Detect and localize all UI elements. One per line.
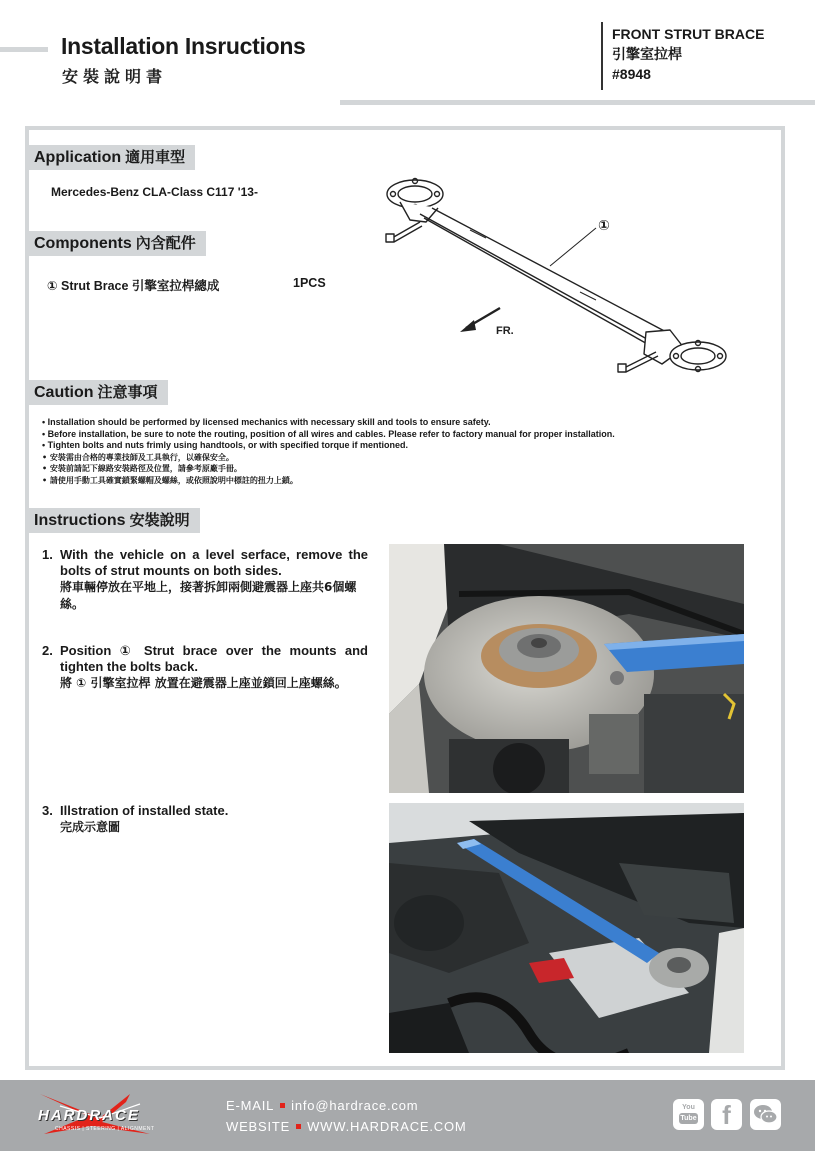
- youtube-text: You: [682, 1104, 695, 1111]
- step-text-zh: 將 ① 引擎室拉桿 放置在避震器上座並鎖回上座螺絲。: [60, 676, 347, 690]
- front-direction-arrow: [460, 308, 500, 332]
- right-mount-plate: [644, 330, 726, 372]
- caution-heading-zh: 注意事項: [97, 383, 158, 401]
- front-direction-label: FR.: [496, 325, 514, 337]
- step-number: 1.: [42, 547, 53, 562]
- email-bullet: [280, 1103, 285, 1108]
- step-text-en: With the vehicle on a level serface, remove the bolts of strut mounts on both sides.: [60, 547, 368, 578]
- part-number: #8948: [612, 66, 651, 82]
- application-heading-zh: 適用車型: [125, 148, 186, 166]
- strut-brace-diagram: [380, 172, 740, 382]
- caution-item: • 安裝前請記下線路安裝路徑及位置，請參考原廠手冊。: [42, 463, 615, 475]
- photo-installed-illustration: [389, 803, 744, 1053]
- components-heading-zh: 內含配件: [135, 234, 196, 252]
- instructions-heading-zh: 安裝說明: [129, 511, 190, 529]
- left-mount-plate: [387, 179, 443, 223]
- caution-item: • 請使用手動工具確實鎖緊螺帽及螺絲，或依照說明中標註的扭力上鎖。: [42, 475, 615, 487]
- header-rule-right: [340, 100, 815, 105]
- photo-installed-state: [389, 803, 744, 1053]
- components-heading: [29, 231, 206, 256]
- brand-wordmark: HARDRACE: [38, 1107, 140, 1124]
- youtube-text-2: Tube: [680, 1115, 697, 1122]
- caution-heading: [29, 380, 168, 405]
- brand-tagline: CHASSIS | STEERING | ALIGNMENT: [55, 1126, 155, 1132]
- photo-strut-mount: [389, 544, 744, 793]
- caution-item: • Installation should be performed by licensed mechanics with necessary skill and tools to ensure safety.: [42, 417, 615, 429]
- step-text-en: Illstration of installed state.: [60, 803, 229, 818]
- email-label: E-MAIL: [226, 1098, 275, 1113]
- instructions-heading: [29, 508, 200, 533]
- wechat-icon[interactable]: [750, 1099, 781, 1130]
- caution-heading-en: Caution: [34, 384, 94, 401]
- facebook-icon[interactable]: [711, 1099, 742, 1130]
- youtube-icon[interactable]: [673, 1099, 704, 1130]
- product-info: [612, 24, 764, 84]
- header-divider: [601, 22, 603, 90]
- application-heading: [29, 145, 195, 170]
- instruction-step-2: [42, 643, 368, 692]
- diagram-callout: ①: [598, 218, 610, 234]
- facebook-glyph: f: [722, 1100, 731, 1130]
- email-link[interactable]: info@hardrace.com: [291, 1098, 419, 1113]
- caution-item: • 安裝需由合格的專業技師及工具執行，以確保安全。: [42, 452, 615, 464]
- left-bolt: [386, 222, 422, 242]
- page-title: Installation Insructions: [61, 33, 306, 59]
- application-heading-en: Application: [34, 149, 122, 166]
- footer-website: [226, 1119, 467, 1134]
- product-name-zh: 引擎室拉桿: [612, 46, 682, 62]
- step-text-zh: 完成示意圖: [60, 820, 121, 834]
- instruction-step-1: [42, 547, 368, 613]
- caution-item: • Tighten bolts and nuts frimly using handtools, or with specified torque if mentioned.: [42, 440, 615, 452]
- website-bullet: [296, 1124, 301, 1129]
- footer-email: [226, 1098, 418, 1113]
- caution-list: [42, 417, 615, 486]
- website-label: WEBSITE: [226, 1119, 291, 1134]
- step-number: 2.: [42, 643, 53, 658]
- component-item-label: ① Strut Brace 引擎室拉桿總成: [47, 279, 220, 293]
- product-name: FRONT STRUT BRACE: [612, 26, 765, 42]
- callout-leader: [550, 228, 596, 266]
- step-text-zh: 將車輛停放在平地上，接著拆卸兩側避震器上座共6個螺絲。: [60, 580, 357, 611]
- instructions-heading-en: Instructions: [34, 512, 126, 529]
- instruction-step-3: [42, 803, 368, 836]
- vehicle-fitment: Mercedes-Benz CLA-Class C117 '13-: [51, 185, 258, 199]
- brace-bar: [420, 208, 670, 350]
- header-rule-left: [0, 47, 48, 52]
- step-number: 3.: [42, 803, 53, 818]
- caution-item: • Before installation, be sure to note the routing, position of all wires and cables. Please refer to factory manual for proper installation.: [42, 429, 615, 441]
- components-heading-en: Components: [34, 235, 132, 252]
- step-text-en: Position ① Strut brace over the mounts and tighten the bolts back.: [60, 643, 368, 674]
- website-link[interactable]: WWW.HARDRACE.COM: [307, 1119, 467, 1134]
- page-subtitle: 安裝說明書: [62, 67, 168, 86]
- photo-strut-mount-illustration: [389, 544, 744, 793]
- wechat-glyph: [750, 1099, 781, 1130]
- component-item-qty: 1PCS: [293, 276, 326, 290]
